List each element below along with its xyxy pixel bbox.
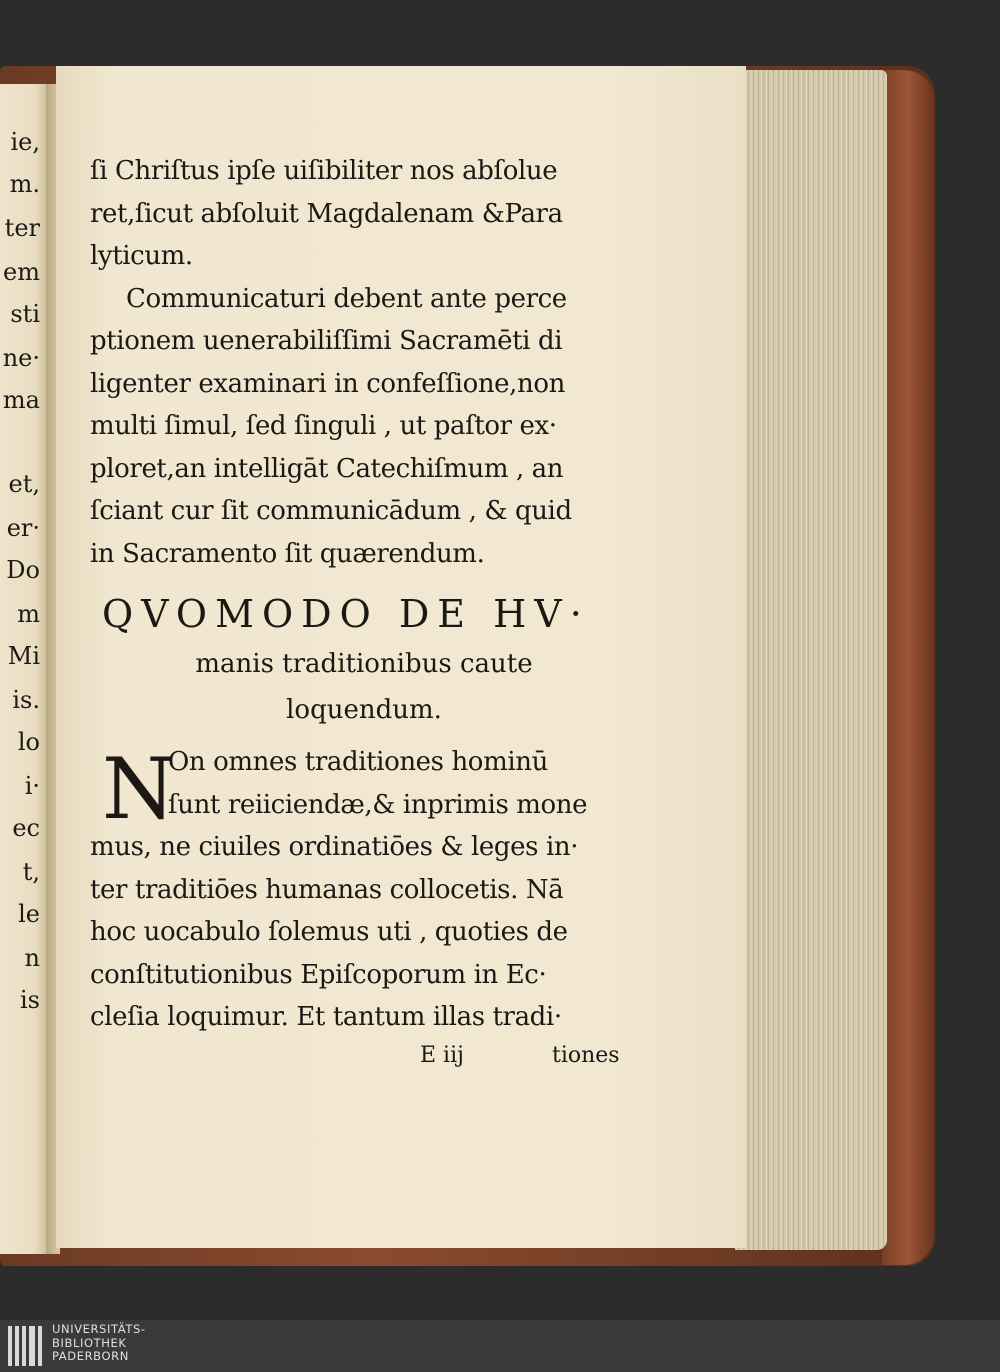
text-line: cleſia loquimur. Et tantum illas tradi·: [90, 1002, 562, 1032]
drop-cap: N: [102, 740, 176, 838]
left-page-fragment: lo: [17, 728, 40, 756]
heading-line: loquendum.: [286, 695, 442, 725]
book-spine-edge: [882, 70, 934, 1265]
text-line: ret,ſicut abſoluit Magdalenam &Para: [90, 198, 563, 229]
text-line: ptionem uenerabiliſſimi Sacramēti di: [90, 326, 563, 356]
left-page-fragment: sti: [10, 300, 40, 328]
page-footer-line: [90, 1039, 638, 1073]
left-page-fragment: m: [17, 600, 40, 628]
page-block-edges: [735, 70, 887, 1250]
text-line: lyticum.: [90, 241, 193, 271]
left-page: [0, 84, 50, 1254]
text-line: ter traditiōes humanas collocetis. Nā: [90, 874, 564, 905]
text-line: On omnes traditiones hominū: [168, 747, 548, 777]
logo-line: UNIVERSITÄTS-: [52, 1322, 146, 1336]
left-page-fragment: ma: [2, 386, 40, 414]
left-page-fragment: is: [20, 986, 40, 1014]
paragraph-1: [90, 150, 638, 278]
text-line: in Sacramento ſit quærendum.: [90, 538, 485, 569]
left-page-fragment: is.: [12, 686, 40, 714]
left-page-fragment: t,: [22, 858, 40, 886]
left-page-fragment: em: [3, 258, 40, 286]
library-footer-bar: [0, 1320, 1000, 1372]
signature-mark: E iij: [420, 1042, 464, 1068]
library-logo-text: [52, 1323, 146, 1364]
left-page-fragment: n: [24, 944, 40, 972]
section-heading: [90, 587, 638, 733]
left-page-fragment: ie,: [10, 128, 40, 156]
logo-line: PADERBORN: [52, 1349, 129, 1363]
paragraph-3: [90, 741, 638, 1039]
left-page-fragment: et,: [8, 470, 40, 498]
left-page-fragment: le: [18, 900, 40, 928]
left-page-fragment: ec: [12, 814, 40, 842]
left-page-fragment: Do: [6, 556, 40, 584]
paragraph-2: [90, 278, 638, 576]
text-line: ligenter examinari in confeſſione,non: [90, 368, 565, 399]
left-page-fragment: er·: [6, 514, 40, 542]
left-page-fragment: m.: [9, 170, 40, 198]
text-line: ſi Chriſtus ipſe uiſibiliter nos abſolue: [90, 156, 558, 186]
left-page-fragment: Mi: [7, 642, 40, 670]
catchword: tiones: [552, 1042, 620, 1068]
text-line: ploret,an intelligāt Catechiſmum , an: [90, 453, 564, 484]
text-line: hoc uocabulo ſolemus uti , quoties de: [90, 917, 568, 947]
heading-line: manis traditionibus caute: [195, 649, 533, 679]
text-line: mus, ne ciuiles ordinatiōes & leges in·: [90, 832, 579, 862]
left-page-fragment: i·: [24, 772, 40, 800]
heading-caps-line: QVOMODO DE HV·: [102, 592, 590, 636]
text-line: conſtitutionibus Epiſcoporum in Ec·: [90, 959, 547, 990]
library-logo-icon: [8, 1326, 44, 1366]
text-line: multi ſimul, ſed ſinguli , ut paſtor ex·: [90, 411, 557, 441]
left-page-fragment: ne·: [2, 344, 40, 372]
logo-line: BIBLIOTHEK: [52, 1335, 127, 1350]
text-line: ſunt reiiciendæ,& inprimis mone: [168, 789, 588, 820]
text-line: Communicaturi debent ante perce: [126, 283, 567, 314]
text-line: ſciant cur ſit communicādum , & quid: [90, 496, 572, 526]
page-text: [90, 150, 638, 1073]
left-page-fragment: ter: [4, 214, 40, 242]
